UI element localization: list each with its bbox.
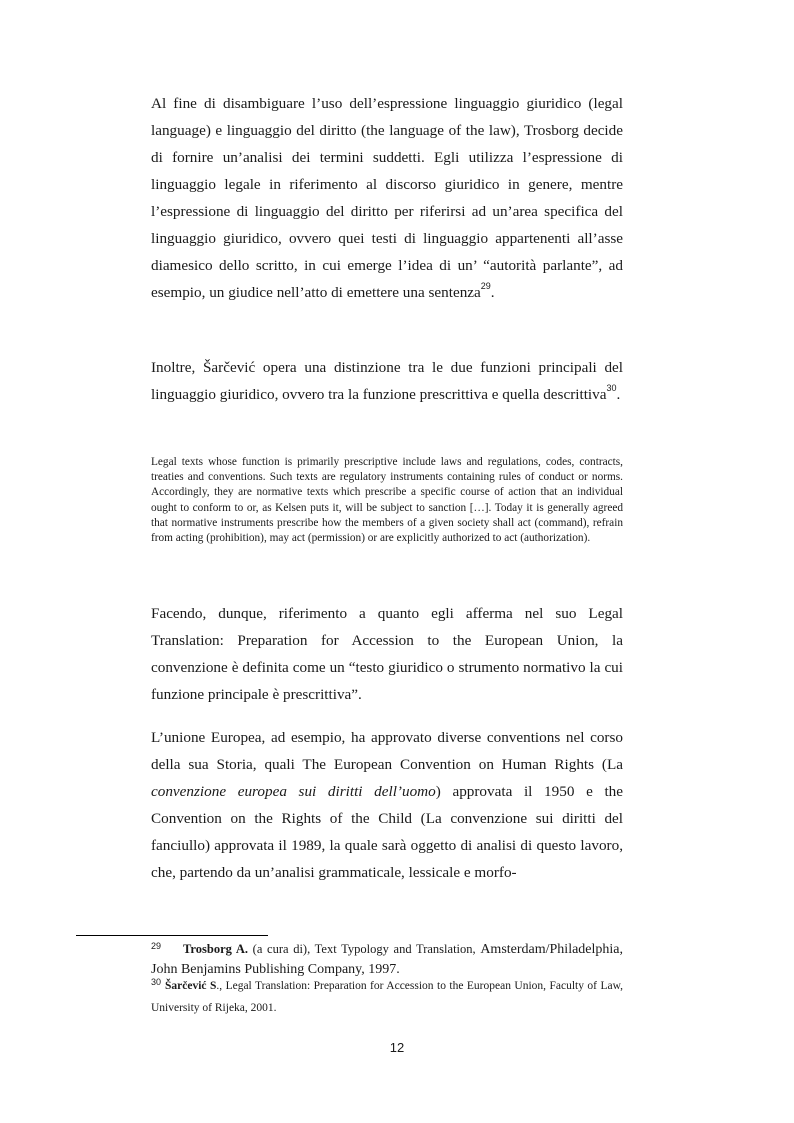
footnote-number: 30: [151, 977, 162, 987]
paragraph-text: ) approvata il 1950 e the Convention on the Rights of the Child (La convenzione sui diritti del fanciullo) approvata il 1989, la quale sarà oggetto di analisi di questo lavoro, che, partendo da un’analisi grammaticale, lessicale e morfo-: [151, 783, 624, 881]
footnote-separator: [76, 935, 268, 936]
footnote-ref-30[interactable]: 30: [606, 382, 617, 393]
footnote-29: [151, 940, 623, 979]
paragraph-end: .: [490, 284, 495, 301]
paragraph-end: .: [616, 386, 621, 403]
italic-title: convenzione europea sui diritti dell’uomo: [151, 783, 436, 800]
paragraph-text: Al fine di disambiguare l’uso dell’espressione linguaggio giuridico (legal language) e linguaggio del diritto (the language of the law), Trosborg decide di fornire un’analisi dei termini suddetti. Egli utilizza l’espressione di linguaggio legale in riferimento al discorso giuridico in genere, mentre l’espressione di linguaggio del diritto per riferirsi ad un’area specifica del linguaggio giuridico, ovvero quei testi di linguaggio appartenenti all’asse diamesico dello scritto, in cui emerge l’idea di un’ “autorità parlante”, ad esempio, un giudice nell’atto di emettere una sentenza: [151, 95, 623, 301]
footnote-text: (a cura di), Text Typology and Translation,: [248, 942, 481, 956]
paragraph-text: L’unione Europea, ad esempio, ha approvato diverse conventions nel corso della sua Storia, quali The European Convention on Human Rights (La: [151, 729, 623, 773]
block-quote: Legal texts whose function is primarily prescriptive include laws and regulations, codes, contracts, treaties and conventions. Such texts are regulatory instruments containing rules of conduct or norms. Accordingly, they are normative texts which prescribe a specific course of action that an individual ought to conform to or, as Kelsen puts it, will be subject to sanction […]. Today it is generally agreed that normative instruments prescribe how the members of a given society shall act (command), refrain from acting (prohibition), may act (permission) or are explicitly authorized to act (authorization).: [151, 456, 623, 545]
footnote-number: 29: [151, 941, 162, 951]
paragraph-convenzione: Facendo, dunque, riferimento a quanto egli afferma nel suo Legal Translation: Preparation for Accession to the European Union, la convenzione è definita come un “testo giuridico o strumento normativo la cui funzione principale è prescrittiva”.: [151, 605, 623, 703]
paragraph-sarcevic: [151, 354, 623, 408]
footnote-ref-29[interactable]: 29: [480, 280, 491, 291]
footnote-publisher: Amsterdam/Philadelphia, John Benjamins Publishing Company, 1997.: [151, 942, 624, 977]
footnote-text: ., Legal Translation: Preparation for Accession to the European Union, Faculty of Law, University of Rijeka, 2001.: [151, 980, 624, 1014]
paragraph-trosborg: [151, 90, 623, 306]
paragraph-unione-europea: [151, 724, 623, 886]
footnote-author: Trosborg A.: [183, 942, 248, 956]
footnote-author: Šarčević S: [165, 980, 217, 992]
page-number: 12: [389, 1040, 405, 1055]
paragraph-text: Inoltre, Šarčević opera una distinzione tra le due funzioni principali del linguaggio giuridico, ovvero tra la funzione prescrittiva e quella descrittiva: [151, 359, 623, 403]
footnote-30: [151, 975, 623, 1019]
